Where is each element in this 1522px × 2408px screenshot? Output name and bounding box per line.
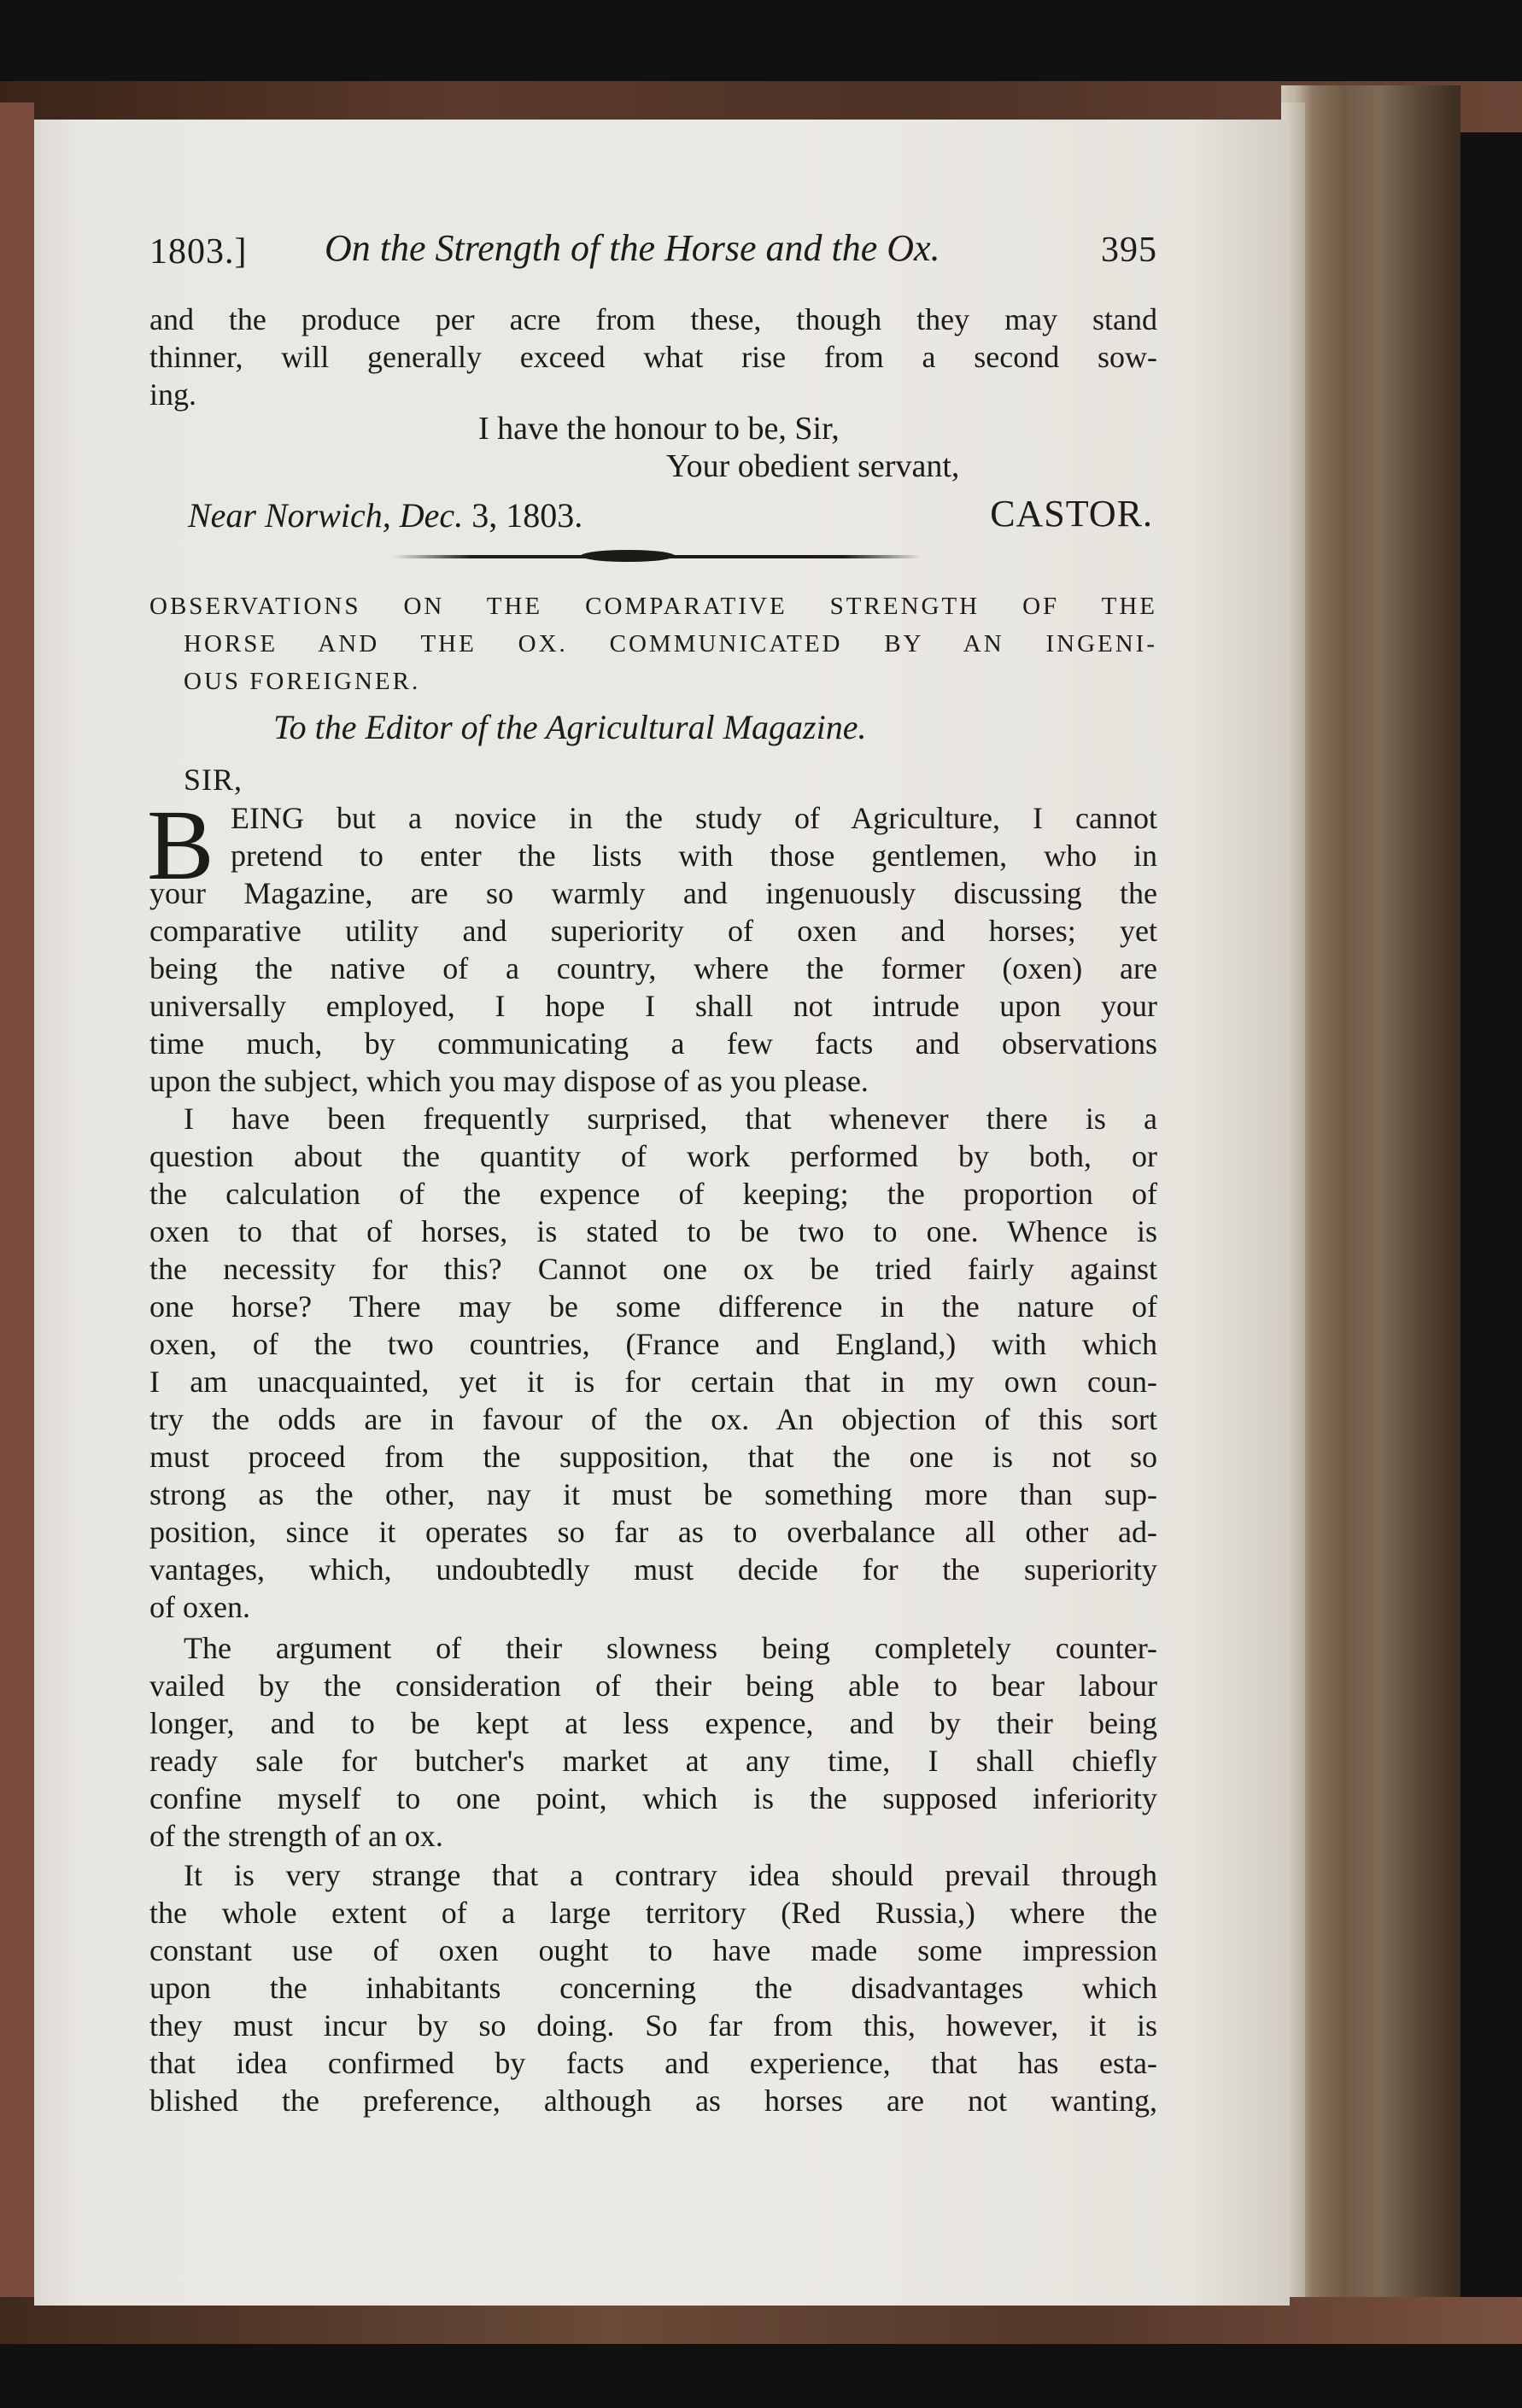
text-line: It is very strange that a contrary idea should prevail through (184, 1858, 1157, 1892)
text-line: The argument of their slowness being completely counter- (184, 1631, 1157, 1665)
text-line: I have been frequently surprised, that whenever there is a (184, 1102, 1157, 1136)
text-line: comparative utility and superiority of oxen and horses; yet (149, 914, 1157, 948)
text-line: the necessity for this? Cannot one ox be tried fairly against (149, 1252, 1157, 1286)
text-line: I am unacquainted, yet it is for certain that in my own coun- (149, 1365, 1157, 1399)
text-line: your Magazine, are so warmly and ingenuously discussing the (149, 876, 1157, 910)
text-line: and the produce per acre from these, though they may stand (149, 302, 1157, 336)
text-line: of the strength of an ox. (149, 1819, 443, 1853)
text-line: universally employed, I hope I shall not intrude upon your (149, 989, 1157, 1023)
text-line: must proceed from the supposition, that the one is not so (149, 1440, 1157, 1474)
running-head-title: On the Strength of the Horse and the Ox. (325, 227, 940, 269)
drop-cap: B (147, 789, 214, 901)
text-line: one horse? There may be some difference in the nature of (149, 1289, 1157, 1324)
text-line: time much, by communicating a few facts and observations (149, 1026, 1157, 1061)
text-line: constant use of oxen ought to have made some impression (149, 1933, 1157, 1967)
text-line: they must incur by so doing. So far from this, however, it is (149, 2008, 1157, 2043)
text-line: try the odds are in favour of the ox. An objection of this sort (149, 1402, 1157, 1436)
section-divider-ornament (581, 550, 675, 562)
text-line: thinner, will generally exceed what rise from a second sow- (149, 340, 1157, 374)
text-line: upon the subject, which you may dispose of as you please. (149, 1064, 869, 1098)
signature-place: Near Norwich, Dec. 3, 1803. (188, 496, 583, 535)
text-line: position, since it operates so far as to overbalance all other ad- (149, 1515, 1157, 1549)
book-spine (1281, 85, 1461, 2340)
running-head (149, 226, 1157, 286)
text-line: EING but a novice in the study of Agriculture, I cannot (231, 801, 1157, 835)
text-line: the whole extent of a large territory (Red Russia,) where the (149, 1896, 1157, 1930)
closing-line: Your obedient servant, (666, 448, 960, 484)
book-page (34, 120, 1290, 2306)
text-line: pretend to enter the lists with those gentlemen, who in (231, 839, 1157, 873)
heading-line: HORSE AND THE OX. COMMUNICATED BY AN INGENI- (184, 630, 1157, 658)
closing-line: I have the honour to be, Sir, (478, 411, 840, 447)
heading-line: OUS FOREIGNER. (184, 668, 421, 695)
text-line: longer, and to be kept at less expence, and by their being (149, 1706, 1157, 1740)
text-line: strong as the other, nay it must be something more than sup- (149, 1477, 1157, 1511)
text-line: question about the quantity of work performed by both, or (149, 1139, 1157, 1173)
text-line: that idea confirmed by facts and experience, that has esta- (149, 2046, 1157, 2080)
heading-line: OBSERVATIONS ON THE COMPARATIVE STRENGTH OF THE (149, 593, 1157, 620)
text-line: vailed by the consideration of their being able to bear labour (149, 1669, 1157, 1703)
signature-name: CASTOR. (990, 493, 1153, 535)
text-line: confine myself to one point, which is the supposed inferiority (149, 1781, 1157, 1815)
text-line: the calculation of the expence of keeping; the proportion of (149, 1177, 1157, 1211)
text-line: ready sale for butcher's market at any time, I shall chiefly (149, 1744, 1157, 1778)
book-cover-left (0, 102, 34, 2340)
text-line: oxen, of the two countries, (France and England,) with which (149, 1327, 1157, 1361)
text-line: being the native of a country, where the former (oxen) are (149, 951, 1157, 985)
editor-address: To the Editor of the Agricultural Magazine. (273, 708, 867, 746)
text-line: blished the preference, although as horses are not wanting, (149, 2084, 1157, 2118)
text-line: of oxen. (149, 1590, 250, 1624)
text-line: oxen to that of horses, is stated to be two to one. Whence is (149, 1214, 1157, 1248)
signature-row (188, 495, 1153, 540)
text-line: upon the inhabitants concerning the disadvantages which (149, 1971, 1157, 2005)
text-line: vantages, which, undoubtedly must decide for the superiority (149, 1552, 1157, 1587)
text-line: ing. (149, 377, 197, 412)
signature-date: 3, 1803. (471, 496, 583, 535)
salutation: SIR, (184, 763, 243, 797)
running-head-year: 1803.] (149, 232, 248, 272)
page-number: 395 (1101, 231, 1157, 270)
